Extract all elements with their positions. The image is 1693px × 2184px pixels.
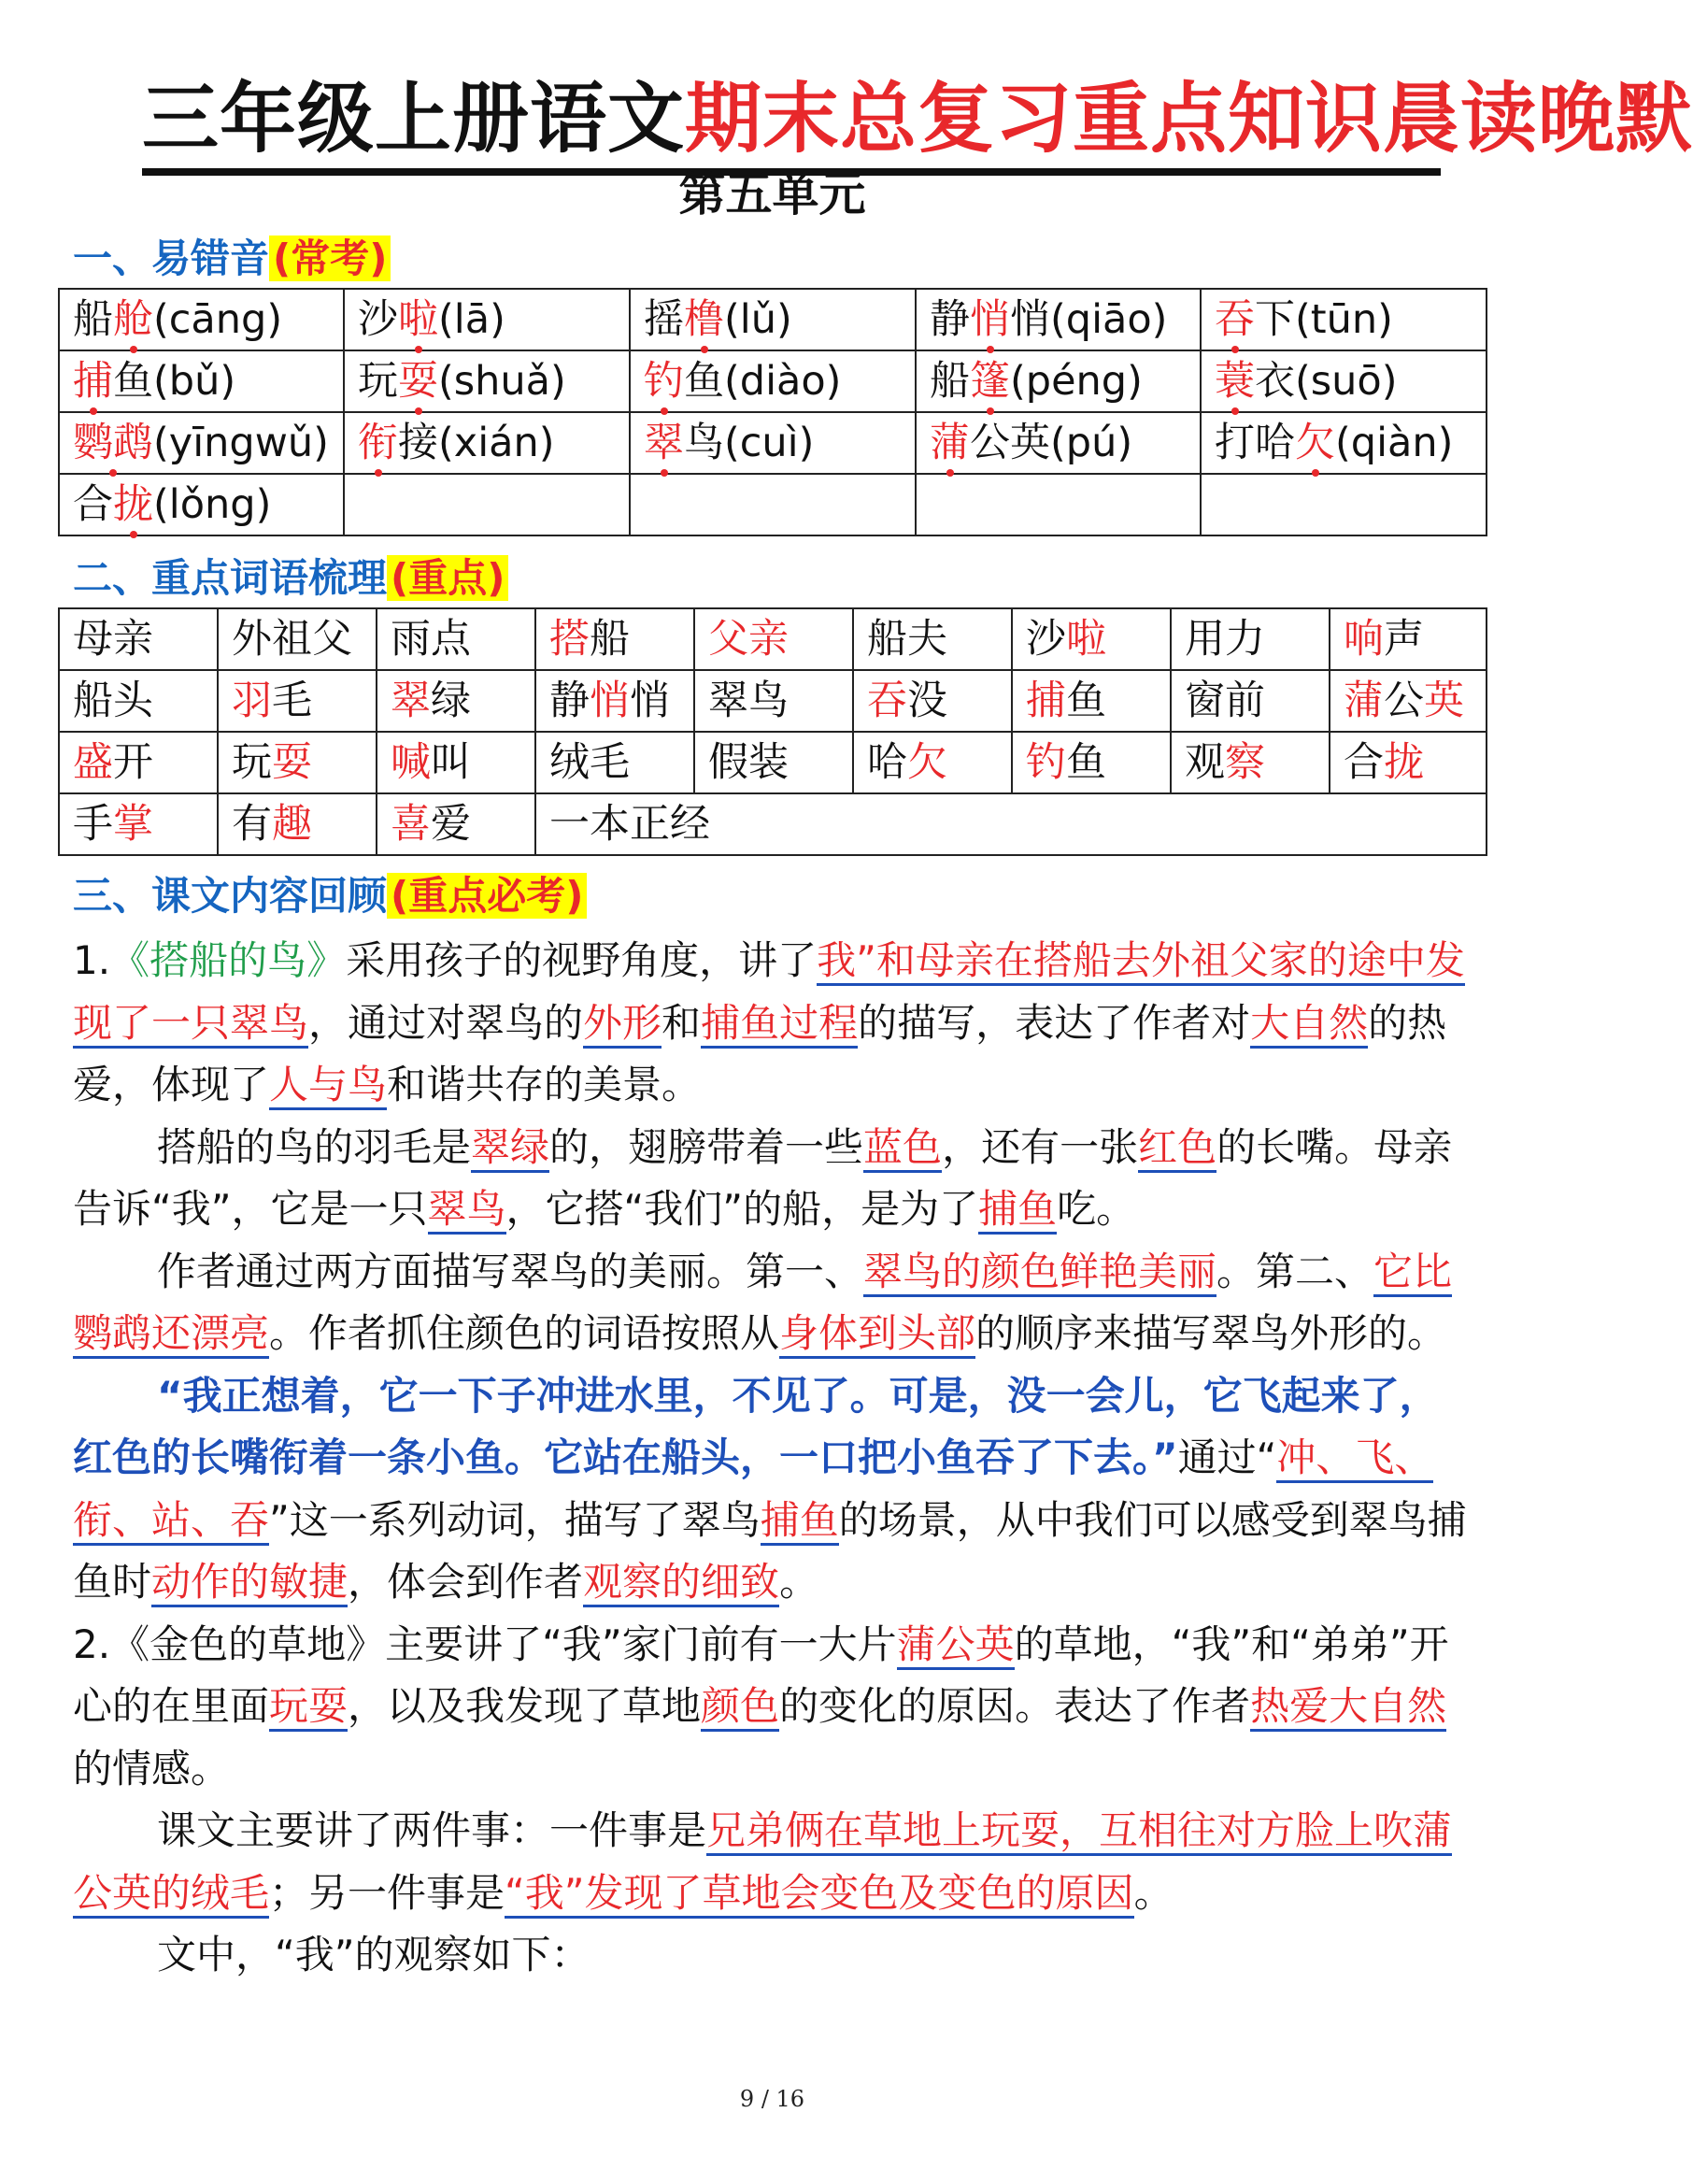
vocab-row — [59, 793, 1487, 855]
word-highlight: 盛 — [73, 739, 113, 786]
word-highlight: 捕 — [73, 352, 113, 410]
vocab-cell — [694, 732, 853, 793]
text-run: 的顺序来描写翠鸟外形的。 — [975, 1310, 1447, 1356]
word-plain: 鱼 — [113, 358, 153, 405]
vocab-cell — [59, 608, 218, 670]
key-phrase: 捕鱼 — [978, 1186, 1057, 1235]
word-highlight: 拢 — [113, 476, 153, 534]
vocab-cell — [535, 670, 694, 732]
text-run: 的情感。 — [73, 1745, 231, 1791]
key-phrase: 动作的敏捷 — [151, 1559, 348, 1607]
paragraph-2 — [73, 1117, 1474, 1241]
word-plain: 外祖父 — [232, 616, 352, 663]
pinyin-cell — [59, 474, 344, 535]
section-1-tag: (常考) — [269, 236, 391, 281]
word-highlight: 英 — [1424, 678, 1464, 724]
vocab-cell — [218, 793, 377, 855]
paragraph-5 — [73, 1614, 1474, 1801]
word-highlight: 捕 — [1026, 678, 1066, 724]
word-plain: 毛 — [272, 678, 312, 724]
text-run: 的变化的原因。表达了作者 — [779, 1683, 1251, 1729]
pinyin-cell — [1201, 412, 1487, 474]
word-plain: 合 — [1344, 739, 1384, 786]
pinyin-reading: (qiàn) — [1335, 420, 1454, 466]
word-highlight: 蓑 — [1215, 352, 1255, 410]
pinyin-cell — [344, 412, 630, 474]
key-phrase: 红色 — [1138, 1124, 1216, 1173]
text-run: 的场景，从中我们可以感受到翠鸟捕鱼时 — [73, 1496, 1467, 1605]
word-plain: 母亲 — [73, 616, 153, 663]
word-plain: 鸟 — [684, 420, 724, 466]
word-highlight: 悄 — [590, 678, 630, 724]
text-run: 和 — [662, 999, 702, 1046]
vocab-cell — [59, 732, 218, 793]
word-highlight: 翠 — [391, 678, 431, 724]
pinyin-cell — [344, 350, 630, 412]
word-plain: 鱼 — [1066, 739, 1106, 786]
word-plain: 公 — [1384, 678, 1424, 724]
pinyin-cell — [916, 474, 1201, 535]
word-highlight: 掌 — [113, 801, 153, 848]
word-plain: 船夫 — [867, 616, 947, 663]
text-run: 《搭船的鸟》 — [110, 937, 347, 983]
pinyin-cell — [630, 289, 916, 350]
pinyin-reading: (lǒng) — [153, 481, 272, 528]
text-run: 的描写，表达了作者对 — [858, 999, 1251, 1046]
word-plain: 玩 — [358, 358, 398, 405]
word-plain: 声 — [1384, 616, 1424, 663]
text-run: ，通过对翠鸟的 — [308, 999, 584, 1046]
text-run: 的草地，“我”和“弟弟”开心的在里面 — [73, 1620, 1449, 1729]
text-run: ，体会到作者 — [348, 1559, 584, 1605]
text-run: 。 — [779, 1559, 819, 1605]
word-plain: 窗前 — [1185, 678, 1265, 724]
vocab-cell — [377, 608, 535, 670]
word-plain: 玩 — [232, 739, 272, 786]
word-highlight: 悄 — [970, 291, 1010, 349]
word-plain: 爱 — [431, 801, 471, 848]
word-plain: 观 — [1185, 739, 1225, 786]
text-run: ；另一件事是 — [269, 1869, 505, 1916]
paragraph-7: 文中，“我”的观察如下： — [157, 1932, 590, 1977]
word-highlight: 吞 — [1215, 291, 1255, 349]
pinyin-row — [59, 289, 1487, 350]
pinyin-cell — [630, 474, 916, 535]
pinyin-cell — [630, 350, 916, 412]
key-phrase: 翠鸟的颜色鲜艳美丽 — [863, 1249, 1216, 1297]
text-run: 作者通过两方面描写翠鸟的美丽。第一、 — [157, 1248, 864, 1294]
key-phrase: 翠鸟 — [428, 1186, 506, 1235]
word-plain: 打哈 — [1215, 420, 1295, 466]
text-run: 的长嘴。母亲告诉“我”，它是一只 — [73, 1123, 1453, 1232]
key-phrase: 大自然 — [1250, 1000, 1368, 1049]
key-phrase: 我”和母亲在搭船去外祖父家的途中发现了一只翠鸟 — [73, 937, 1465, 1049]
word-highlight: 蒲 — [1344, 678, 1384, 724]
pinyin-cell — [344, 289, 630, 350]
word-highlight: 搭 — [549, 616, 590, 663]
key-phrase: 蒲公英 — [897, 1621, 1015, 1670]
word-plain: 下 — [1255, 296, 1295, 343]
vocab-cell — [1012, 670, 1171, 732]
vocab-cell — [535, 608, 694, 670]
word-plain: 静 — [930, 296, 970, 343]
pinyin-reading: (bǔ) — [153, 358, 236, 405]
vocab-cell — [535, 793, 1487, 855]
text-run: ，还有一张 — [942, 1123, 1139, 1170]
vocab-cell — [377, 670, 535, 732]
word-plain: 公英 — [970, 420, 1050, 466]
word-plain: 绿 — [431, 678, 471, 724]
paragraph-6 — [73, 1800, 1474, 1924]
vocab-row — [59, 732, 1487, 793]
pinyin-reading: (shuǎ) — [438, 358, 566, 405]
vocab-cell — [1330, 670, 1487, 732]
lesson-review — [73, 930, 1474, 1987]
vocabulary-table — [58, 607, 1487, 856]
word-plain: 衣 — [1255, 358, 1295, 405]
pinyin-reading: (pú) — [1050, 420, 1133, 466]
vocab-cell — [377, 732, 535, 793]
text-run: 通过“ — [1177, 1435, 1277, 1480]
word-highlight: 蒲 — [930, 414, 970, 472]
key-phrase: 颜色 — [701, 1683, 779, 1732]
word-plain: 沙 — [1026, 616, 1066, 663]
word-highlight: 吞 — [867, 678, 907, 724]
text-run: 。第二、 — [1216, 1248, 1374, 1294]
text-run: 2.《金色的草地》主要讲了“我”家门前有一大片 — [73, 1620, 897, 1667]
word-plain: 叫 — [431, 739, 471, 786]
pinyin-row — [59, 350, 1487, 412]
key-phrase: 身体到头部 — [779, 1310, 975, 1359]
word-plain: 接 — [398, 420, 438, 466]
pinyin-cell — [630, 412, 916, 474]
word-plain: 鱼 — [684, 358, 724, 405]
text-run: “我正想着，它一下子冲进水里，不见了。可是，没一会儿，它飞起来了，红色的长嘴衔着一条小鱼。它站在船头，一口把小鱼吞了下去。” — [73, 1372, 1439, 1480]
vocab-cell — [1012, 608, 1171, 670]
pinyin-cell — [59, 289, 344, 350]
pinyin-reading: (xián) — [438, 420, 555, 466]
text-run: 搭船的鸟的羽毛是 — [157, 1123, 472, 1170]
pinyin-row — [59, 412, 1487, 474]
vocab-cell — [694, 670, 853, 732]
vocab-cell — [1012, 732, 1171, 793]
word-plain: 哈 — [867, 739, 907, 786]
text-run: 课文主要讲了两件事：一件事是 — [157, 1807, 707, 1853]
unit-heading: 第五单元 — [678, 167, 866, 221]
pinyin-reading: (cāng) — [153, 296, 283, 343]
word-highlight: 羽 — [232, 678, 272, 724]
text-run: 1. — [73, 937, 111, 983]
key-phrase: 观察的细致 — [583, 1559, 779, 1607]
word-highlight: 察 — [1225, 739, 1265, 786]
word-highlight: 耍 — [398, 352, 438, 410]
vocab-cell — [1171, 670, 1330, 732]
vocab-cell — [853, 670, 1012, 732]
key-phrase: 玩耍 — [269, 1683, 348, 1732]
word-highlight: 舱 — [113, 291, 153, 349]
section-2-tag: (重点) — [387, 555, 508, 601]
key-phrase: 蓝色 — [863, 1124, 942, 1173]
pinyin-reading: (yīngwǔ) — [153, 420, 329, 466]
pinyin-reading: (qiāo) — [1050, 296, 1168, 343]
title-part-red: 期末总复习重点知识晨读晚默 — [685, 75, 1693, 164]
vocab-cell — [218, 608, 377, 670]
pinyin-table — [58, 288, 1487, 536]
word-highlight: 趣 — [272, 801, 312, 848]
pinyin-row — [59, 474, 1487, 535]
section-3-tag: (重点必考) — [387, 873, 587, 919]
word-highlight: 篷 — [970, 352, 1010, 410]
pinyin-reading: (cuì) — [724, 420, 815, 466]
paragraph-3 — [73, 1241, 1474, 1365]
word-plain: 悄 — [1010, 296, 1050, 343]
word-highlight: 耍 — [272, 739, 312, 786]
section-3-heading — [73, 869, 587, 923]
key-phrase: 它比鹦鹉还漂亮 — [73, 1249, 1452, 1360]
text-run: 采用孩子的视野角度，讲了 — [346, 937, 818, 983]
section-3-label: 三、课文内容回顾 — [73, 873, 388, 919]
word-highlight: 鹦鹉 — [73, 414, 153, 472]
word-highlight: 翠 — [644, 414, 684, 472]
word-highlight: 啦 — [398, 291, 438, 349]
text-run: 。 — [1133, 1869, 1174, 1916]
pinyin-reading: (péng) — [1010, 358, 1143, 405]
word-plain: 一本正经 — [549, 801, 710, 848]
word-highlight: 钓 — [1026, 739, 1066, 786]
vocab-row — [59, 608, 1487, 670]
word-plain: 鱼 — [1066, 678, 1106, 724]
word-plain: 假装 — [708, 739, 789, 786]
word-highlight: 父亲 — [708, 616, 789, 663]
word-plain: 沙 — [358, 296, 398, 343]
pinyin-cell — [1201, 350, 1487, 412]
vocab-cell — [59, 793, 218, 855]
pinyin-reading: (lā) — [438, 296, 505, 343]
pinyin-reading: (lǔ) — [724, 296, 792, 343]
word-plain: 船 — [930, 358, 970, 405]
title-part-black: 三年级上册语文 — [142, 75, 686, 164]
pinyin-cell — [59, 412, 344, 474]
pinyin-cell — [1201, 289, 1487, 350]
word-plain: 雨点 — [391, 616, 471, 663]
word-plain: 船 — [590, 616, 630, 663]
word-plain: 船 — [73, 296, 113, 343]
pinyin-cell — [344, 474, 630, 535]
pinyin-reading: (suō) — [1295, 358, 1398, 405]
word-highlight: 钓 — [644, 352, 684, 410]
key-phrase: 翠绿 — [471, 1124, 549, 1173]
key-phrase: 捕鱼 — [761, 1497, 839, 1546]
page-title — [142, 73, 1693, 176]
text-run: 的，翅膀带着一些 — [549, 1123, 864, 1170]
word-highlight: 欠 — [907, 739, 947, 786]
text-run: ，以及我发现了草地 — [348, 1683, 702, 1729]
word-plain: 悄 — [630, 678, 670, 724]
text-run: ，它搭“我们”的船，是为了 — [505, 1186, 979, 1232]
pinyin-cell — [1201, 474, 1487, 535]
vocab-cell — [853, 608, 1012, 670]
word-plain: 船头 — [73, 678, 153, 724]
vocab-cell — [1171, 732, 1330, 793]
pinyin-cell — [916, 289, 1201, 350]
key-phrase: 热爱大自然 — [1250, 1683, 1446, 1732]
key-phrase: 人与鸟 — [269, 1062, 387, 1110]
paragraph-1 — [73, 930, 1474, 1117]
word-highlight: 衔 — [358, 414, 398, 472]
vocab-cell — [1330, 732, 1487, 793]
key-phrase: 捕鱼过程 — [701, 1000, 858, 1049]
word-highlight: 欠 — [1295, 414, 1335, 472]
text-run: 吃。 — [1057, 1186, 1136, 1232]
word-plain: 合 — [73, 481, 113, 528]
word-plain: 翠鸟 — [708, 678, 789, 724]
vocab-cell — [218, 732, 377, 793]
word-highlight: 响 — [1344, 616, 1384, 663]
page-number: 9 / 16 — [739, 2086, 805, 2112]
key-phrase: 冲、飞、衔、站、吞 — [73, 1435, 1433, 1546]
text-run: 的热爱，体现了 — [73, 999, 1447, 1107]
section-1-heading — [73, 232, 391, 286]
section-2-heading — [73, 551, 508, 606]
word-plain: 绒毛 — [549, 739, 630, 786]
text-run: 。作者抓住颜色的词语按照从 — [269, 1310, 780, 1356]
key-phrase: 外形 — [583, 1000, 662, 1049]
text-run: 和谐共存的美景。 — [387, 1062, 702, 1107]
word-plain: 有 — [232, 801, 272, 848]
word-highlight: 橹 — [684, 291, 724, 349]
pinyin-reading: (diào) — [724, 358, 842, 405]
word-highlight: 拢 — [1384, 739, 1424, 786]
vocab-cell — [535, 732, 694, 793]
vocab-cell — [694, 608, 853, 670]
pinyin-reading: (tūn) — [1295, 296, 1393, 343]
word-plain: 没 — [907, 678, 947, 724]
pinyin-cell — [916, 350, 1201, 412]
word-plain: 手 — [73, 801, 113, 848]
vocab-cell — [1330, 608, 1487, 670]
section-2-label: 二、重点词语梳理 — [73, 555, 388, 601]
vocab-cell — [218, 670, 377, 732]
text-run: ”这一系列动词，描写了翠鸟 — [269, 1496, 761, 1543]
word-highlight: 喊 — [391, 739, 431, 786]
pinyin-cell — [916, 412, 1201, 474]
word-plain: 静 — [549, 678, 590, 724]
vocab-cell — [377, 793, 535, 855]
word-plain: 用力 — [1185, 616, 1265, 663]
vocab-cell — [1171, 608, 1330, 670]
pinyin-cell — [59, 350, 344, 412]
word-plain: 摇 — [644, 296, 684, 343]
word-highlight: 啦 — [1066, 616, 1106, 663]
vocab-cell — [59, 670, 218, 732]
key-phrase: 兄弟俩在草地上玩耍，互相往对方脸上吹蒲公英的绒毛 — [73, 1807, 1452, 1919]
word-highlight: 喜 — [391, 801, 431, 848]
key-phrase: “我”发现了草地会变色及变色的原因 — [505, 1870, 1134, 1919]
word-plain: 开 — [113, 739, 153, 786]
vocab-cell — [853, 732, 1012, 793]
vocab-row — [59, 670, 1487, 732]
paragraph-4 — [73, 1365, 1474, 1614]
section-1-label: 一、易错音 — [73, 236, 270, 281]
